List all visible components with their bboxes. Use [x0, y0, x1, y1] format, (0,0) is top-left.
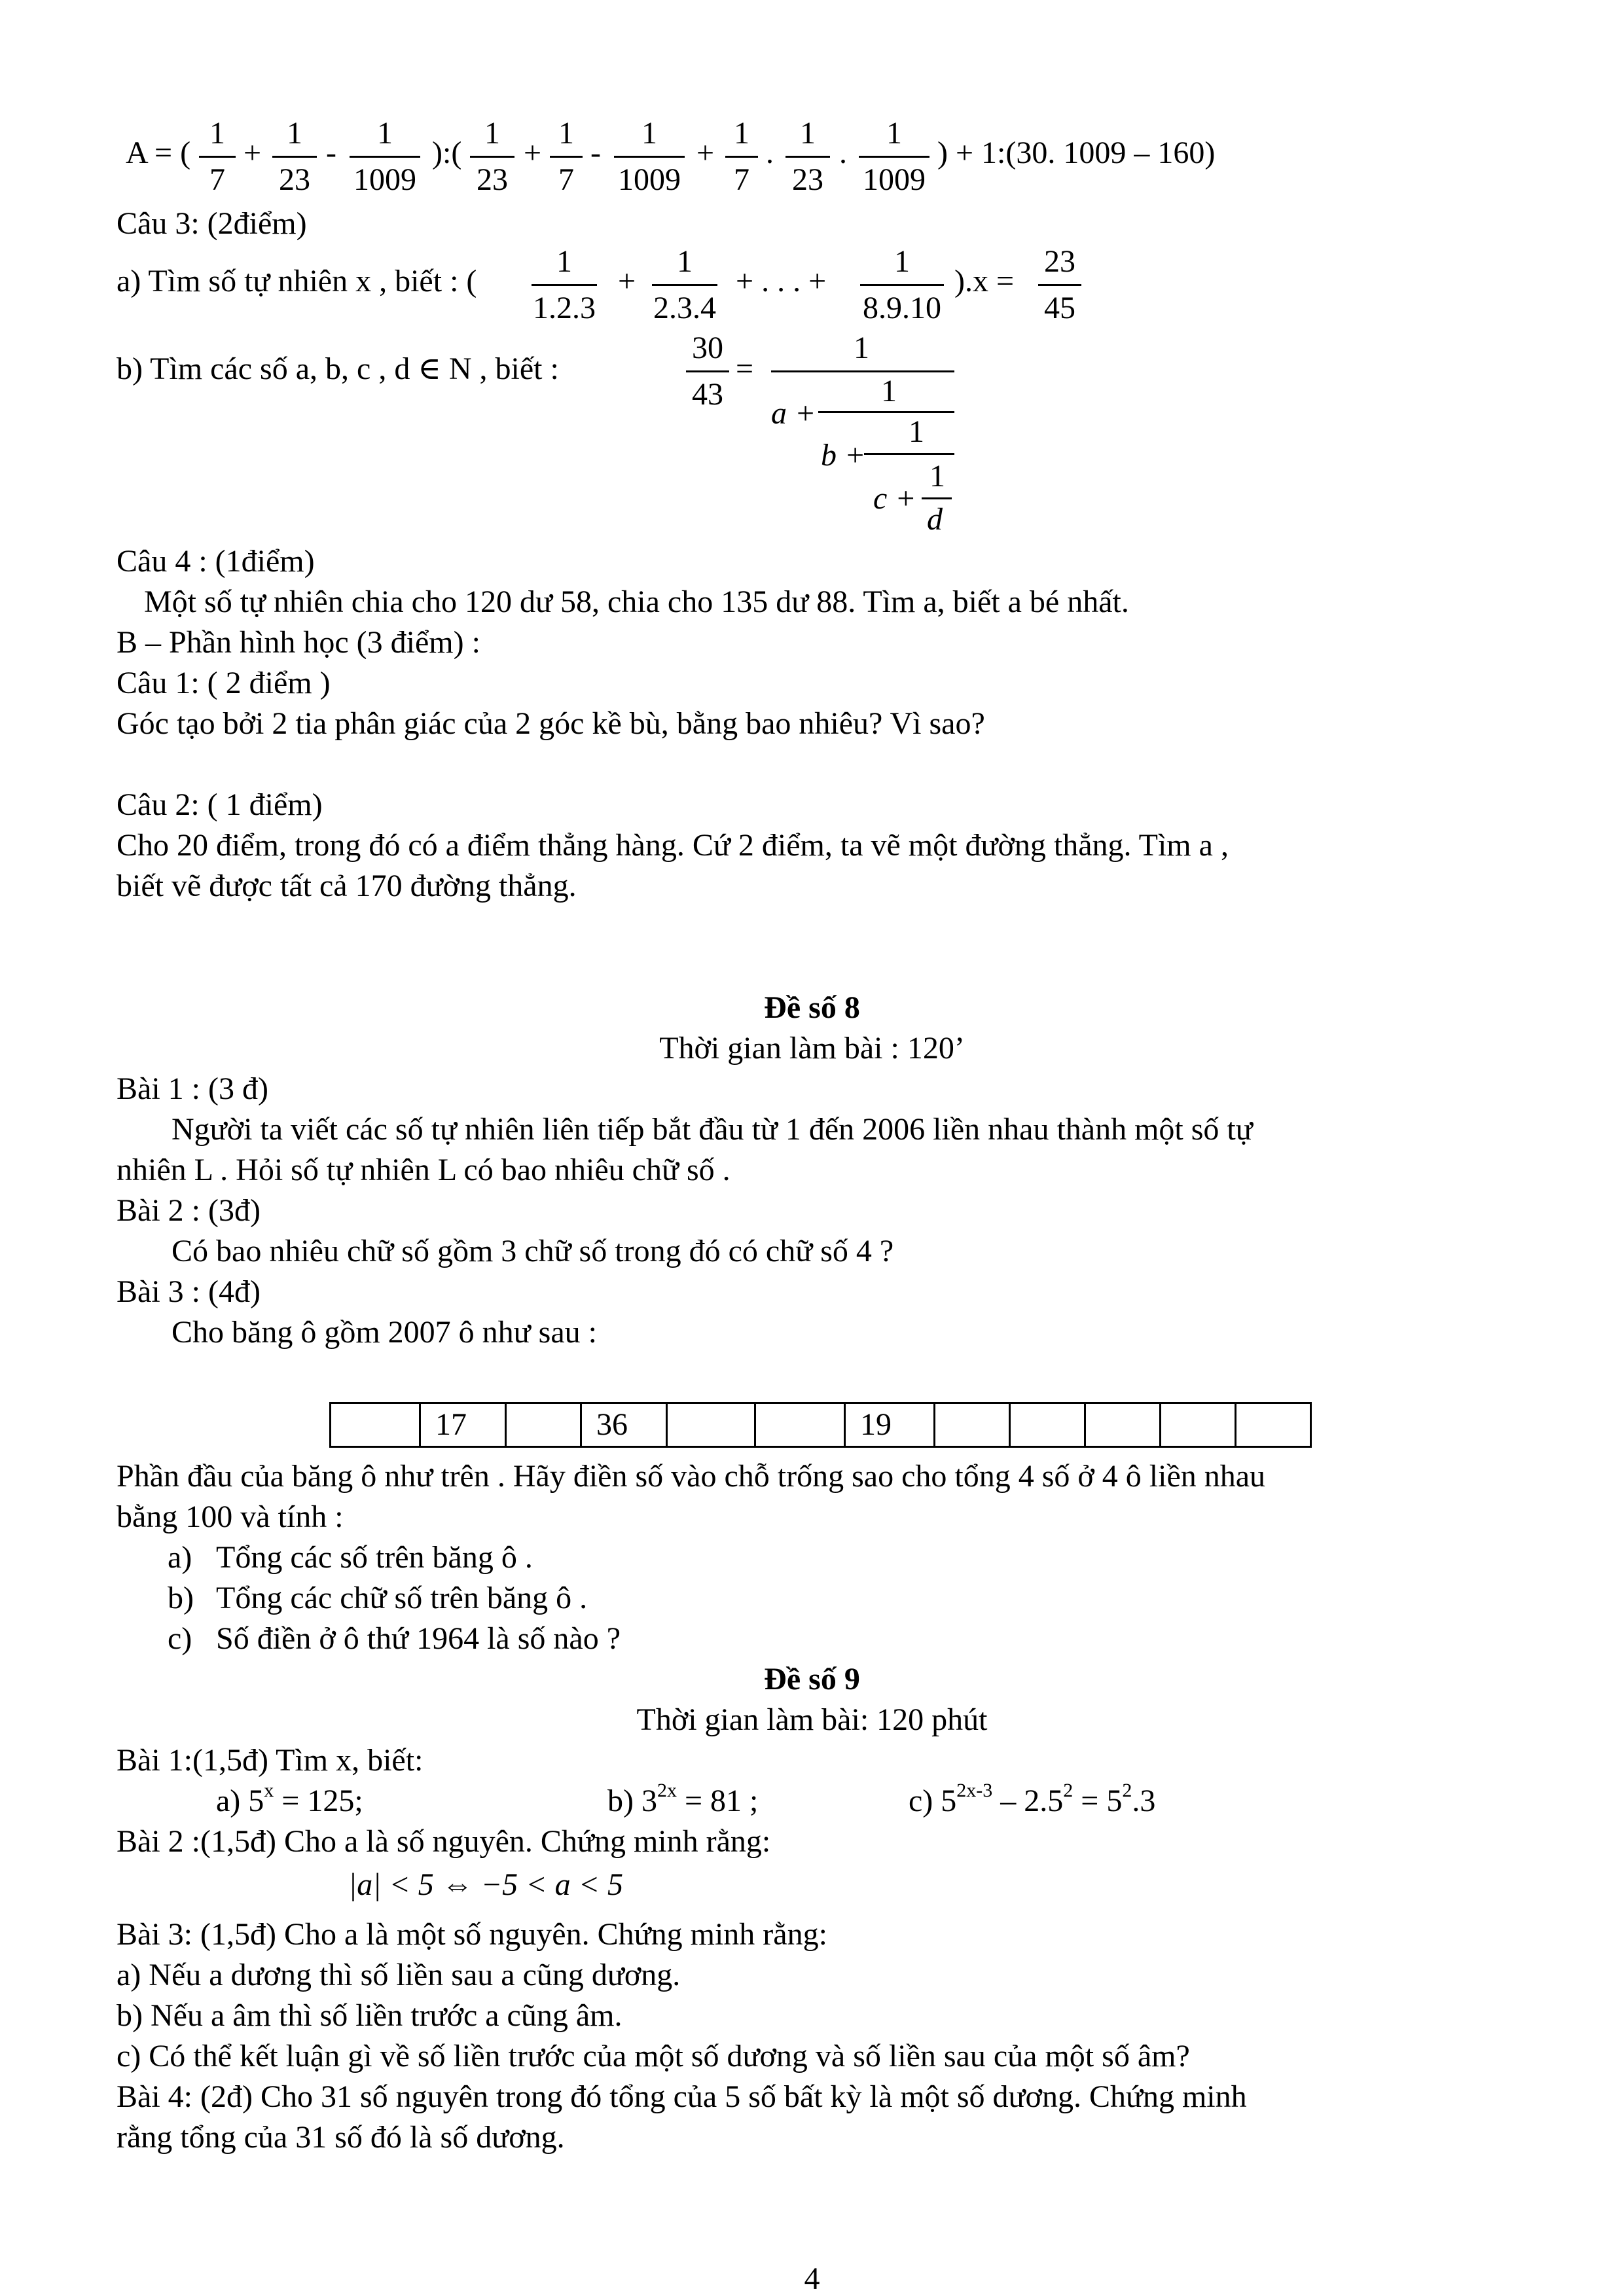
de9-b1-b: b) $3^{2x} = 81$ ;	[607, 1780, 759, 1818]
cf-a: a +	[771, 396, 816, 431]
tape-cell	[1161, 1403, 1236, 1447]
fraction-bar	[771, 370, 954, 372]
cf-num: 1	[909, 414, 924, 449]
fraction: $\frac{1}{1009}$	[350, 118, 420, 196]
de8-time: Thời gian làm bài : 120’	[659, 1031, 965, 1066]
operator: .	[766, 135, 774, 170]
tape-cell	[935, 1403, 1010, 1447]
de8-title: Đề số 8	[764, 990, 860, 1025]
de9-b1-a: a) $5^x = 125$;	[216, 1780, 363, 1818]
de8-b3-text: Cho băng ô gồm 2007 ô như sau :	[171, 1315, 597, 1350]
de9-b2-formula: |a| < 5 ⇔ −5 < a < 5	[348, 1867, 623, 1902]
item-label: a)	[168, 1540, 192, 1575]
tape-cell	[1085, 1403, 1161, 1447]
de8-b2-heading: Bài 2 : (3đ)	[117, 1193, 261, 1228]
tape-cell	[1236, 1403, 1311, 1447]
cf-b: b +	[821, 438, 866, 473]
fraction: $\frac{1}{1.2.3}$	[533, 244, 596, 325]
fraction: $\frac{1}{23}$	[470, 118, 514, 196]
de8-b3-after1: Phần đầu của băng ô như trên . Hãy điền số vào chỗ trống sao cho tổng 4 số ở 4 ô liền nhau	[117, 1459, 1266, 1494]
de9-title: Đề số 9	[764, 1662, 860, 1696]
de8-b1-line2: nhiên L . Hỏi số tự nhiên L có bao nhiêu chữ số .	[117, 1153, 731, 1187]
item-label: c)	[168, 1621, 192, 1656]
de9-b2-text: Bài 2 :(1,5đ) Cho a là số nguyên. Chứng minh rằng:	[117, 1824, 771, 1859]
operator: ) + 1:(30. 1009 – 160)	[937, 135, 1216, 170]
item-text: Tổng các số trên băng ô .	[216, 1540, 533, 1575]
cf-num: 1	[881, 374, 897, 408]
de9-b3-text: Bài 3: (1,5đ) Cho a là một số nguyên. Chứng minh rằng:	[117, 1917, 827, 1952]
tape-cell	[506, 1403, 581, 1447]
fraction: $\frac{1}{8.9.10}$	[860, 246, 944, 324]
partb-cau1-heading: Câu 1: ( 2 điểm )	[117, 666, 331, 700]
tape-cell	[667, 1403, 755, 1447]
fraction: $\frac{1}{2.3.4}$	[653, 244, 716, 325]
part-b-heading: B – Phần hình học (3 điểm) :	[117, 625, 480, 660]
cau4-text: Một số tự nhiên chia cho 120 dư 58, chia cho 135 dư 88. Tìm a, biết a bé nhất.	[144, 584, 1129, 619]
de9-b3-b: b) Nếu a âm thì số liền trước a cũng âm.	[117, 1998, 623, 2033]
partb-cau2-line1: Cho 20 điểm, trong đó có a điểm thẳng hàng. Cứ 2 điểm, ta vẽ một đường thẳng. Tìm a ,	[117, 828, 1229, 863]
fraction: $\frac{1}{7}$	[550, 118, 583, 196]
de9-b4-line1: Bài 4: (2đ) Cho 31 số nguyên trong đó tổng của 5 số bất kỳ là một số dương. Chứng minh	[117, 2079, 1247, 2114]
operator: -	[590, 135, 601, 170]
de9-b4-line2: rằng tổng của 31 số đó là số dương.	[117, 2120, 565, 2155]
operator: ):(	[432, 135, 462, 170]
fraction-bar	[922, 497, 952, 499]
partb-cau2-line2: biết vẽ được tất cả 170 đường thẳng.	[117, 869, 577, 903]
item-text: Tổng các chữ số trên băng ô .	[216, 1581, 588, 1615]
fraction: $\frac{1}{7}$	[725, 118, 758, 196]
fraction-bar	[818, 411, 954, 413]
de9-b3-c: c) Có thể kết luận gì về số liền trước của một số dương và số liền sau của một số âm?	[117, 2039, 1190, 2073]
operator: +	[244, 135, 262, 170]
de8-b2-text: Có bao nhiêu chữ số gồm 3 chữ số trong đó có chữ số 4 ?	[171, 1234, 894, 1268]
fraction: $\frac{1}{23}$	[785, 118, 830, 196]
de8-b1-heading: Bài 1 : (3 đ)	[117, 1071, 268, 1106]
fraction: $\frac{1}{7}$	[199, 118, 236, 196]
fraction: $\frac{23}{45}$	[1038, 246, 1081, 324]
de8-b1-line1: Người ta viết các số tự nhiên liên tiếp bắt đầu từ 1 đến 2006 liền nhau thành một số tự	[171, 1112, 1253, 1147]
cau4-heading: Câu 4 : (1điểm)	[117, 544, 315, 579]
de9-b1-heading: Bài 1:(1,5đ) Tìm x, biết:	[117, 1743, 424, 1778]
partb-cau1-text: Góc tạo bởi 2 tia phân giác của 2 góc kề bù, bằng bao nhiêu? Vì sao?	[117, 706, 985, 741]
operator: ).x =	[954, 264, 1015, 298]
de9-b1-c: c) $5^{2x-3} - 2.5^2 = 5^2.3$	[909, 1780, 1156, 1818]
cau3-b-prefix: b) Tìm các số a, b, c , d ∈ N , biết :	[117, 351, 559, 386]
formula-a-lhs: A = (	[126, 135, 191, 170]
tape-cell	[1010, 1403, 1085, 1447]
de9-time: Thời gian làm bài: 120 phút	[636, 1702, 988, 1737]
cau3-a-prefix: a) Tìm số tự nhiên x , biết : (	[117, 264, 477, 298]
operator: +	[696, 135, 715, 170]
item-label: b)	[168, 1581, 194, 1615]
tape-cell: 36	[581, 1403, 667, 1447]
de9-b3-a: a) Nếu a dương thì số liền sau a cũng dương.	[117, 1958, 681, 1992]
fraction: $\frac{1}{1009}$	[614, 118, 685, 196]
operator: + . . . +	[736, 264, 827, 298]
fraction: $\frac{1}{23}$	[272, 118, 317, 196]
page-number: 4	[804, 2261, 820, 2296]
cf-c: c +	[873, 481, 916, 516]
cf-d: d	[927, 502, 943, 537]
operator: .	[839, 135, 847, 170]
tape-cell: 19	[845, 1403, 935, 1447]
fraction-bar	[864, 453, 954, 455]
cau3-heading: Câu 3: (2điểm)	[117, 206, 307, 241]
tape-cell: 17	[420, 1403, 506, 1447]
cf-num: 1	[854, 331, 869, 365]
de8-b3-heading: Bài 3 : (4đ)	[117, 1274, 261, 1309]
fraction: $\frac{30}{43}$	[686, 332, 729, 410]
operator: +	[524, 135, 542, 170]
cf-num: 1	[929, 459, 945, 493]
de8-b3-after2: bằng 100 và tính :	[117, 1499, 344, 1534]
item-text: Số điền ở ô thứ 1964 là số nào ?	[216, 1621, 621, 1656]
operator: -	[326, 135, 336, 170]
partb-cau2-heading: Câu 2: ( 1 điểm)	[117, 787, 323, 822]
operator: =	[736, 351, 754, 386]
tape-cell	[331, 1403, 420, 1447]
tape-cell	[755, 1403, 845, 1447]
fraction: $\frac{1}{1009}$	[859, 118, 929, 196]
number-tape	[329, 1402, 1312, 1448]
operator: +	[618, 264, 636, 298]
